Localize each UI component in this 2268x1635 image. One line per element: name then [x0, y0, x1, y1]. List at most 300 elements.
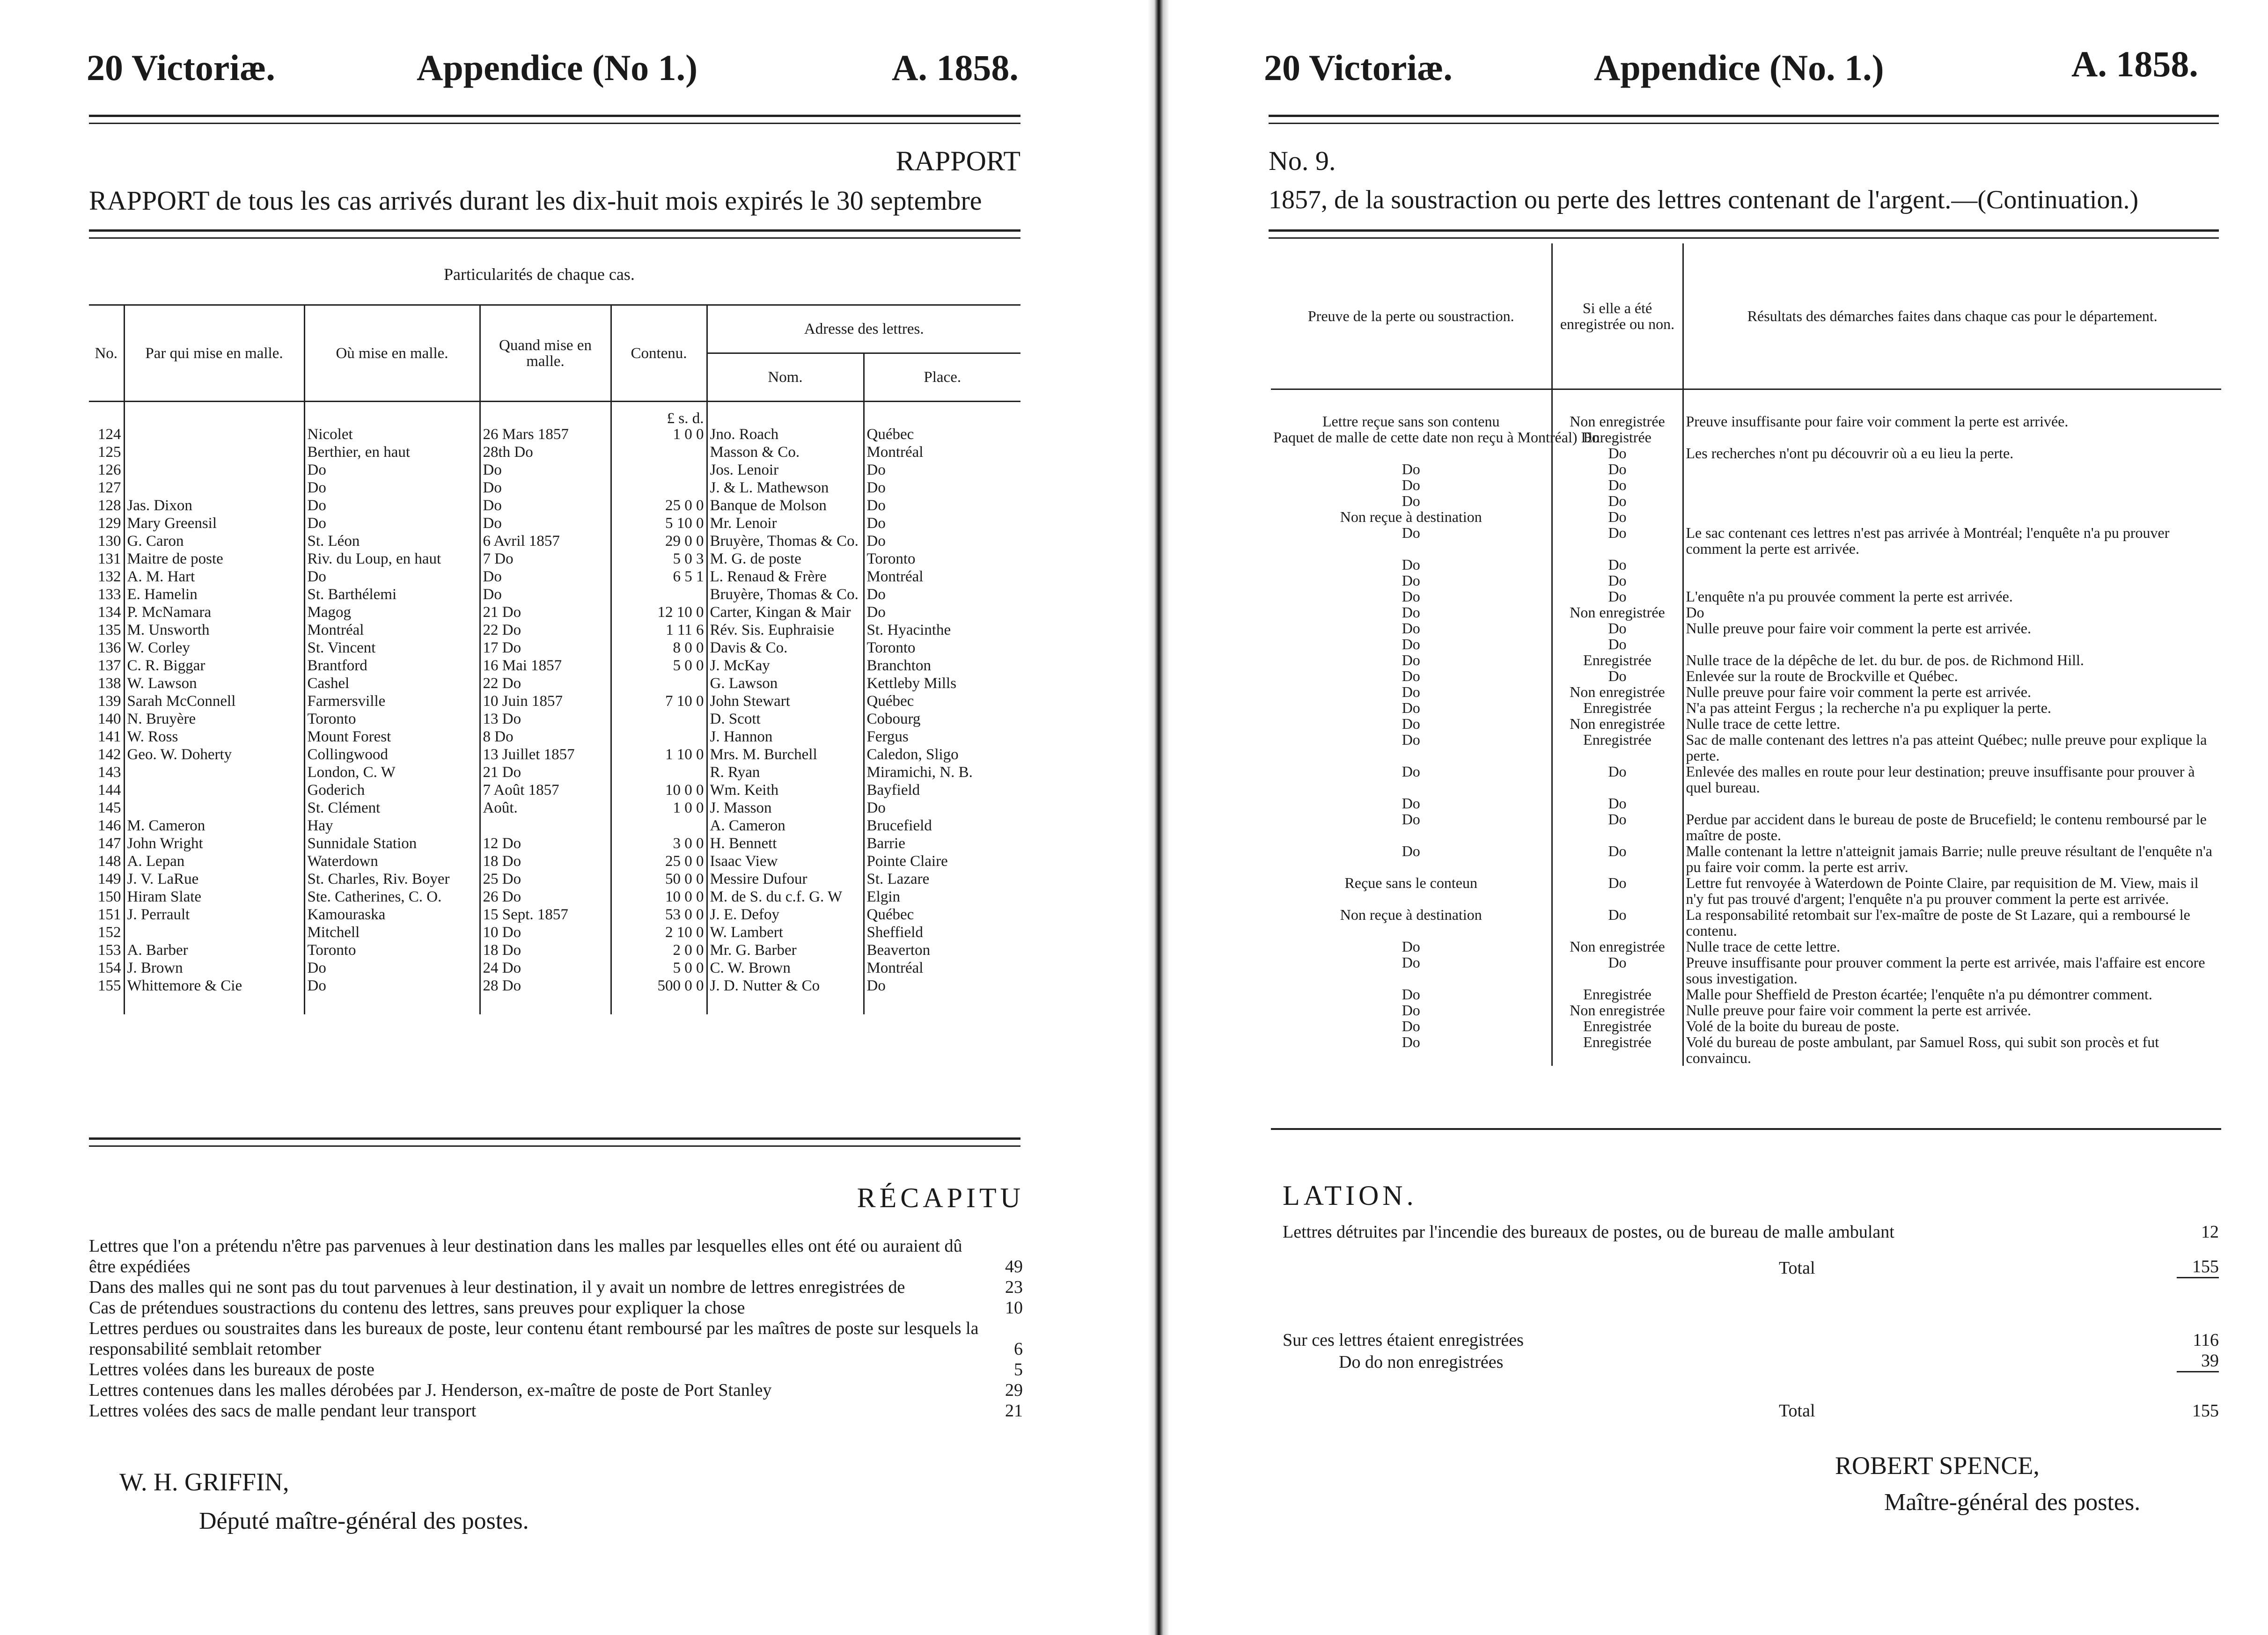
table-row [89, 622, 1020, 640]
cell-nom: C. W. Brown [707, 960, 864, 978]
cell-enreg: Do [1552, 811, 1683, 843]
cell-quand: Do [480, 498, 611, 515]
cell-nom: Banque de Molson [707, 498, 864, 515]
cell-ou: Kamouraska [304, 907, 480, 924]
cell-nom: W. Lambert [707, 924, 864, 942]
cell-res [1683, 636, 2221, 652]
cell-no: 136 [98, 639, 121, 656]
cell-preuve: Lettre reçue sans son contenu [1322, 413, 1500, 430]
col-resultats: Résultats des démarches faites dans chaque cas pour le département. [1683, 243, 2221, 389]
cell-enreg: Non enregistrée [1552, 413, 1683, 429]
cell-quand: 17 Do [480, 640, 611, 658]
cell-enreg: Do [1552, 572, 1683, 588]
cell-place: Do [864, 978, 1020, 996]
cell-ou: St. Charles, Riv. Boyer [304, 871, 480, 889]
cell-res: Nulle preuve pour faire voir comment la perte est arrivée. [1683, 1002, 2221, 1018]
col-place: Place. [864, 353, 1020, 402]
table-row [1271, 413, 2221, 429]
cell-preuve: Do [1402, 1018, 1420, 1034]
cell-ou: Montréal [304, 622, 480, 640]
cell-place: Do [864, 498, 1020, 515]
cell-place: Do [864, 604, 1020, 622]
cell-par: W. Corley [124, 640, 304, 658]
cell-place: Caledon, Sligo [864, 747, 1020, 764]
cell-cont: 53 0 0 [611, 907, 707, 924]
cell-preuve: Do [1402, 938, 1420, 955]
cell-nom: Rév. Sis. Euphraisie [707, 622, 864, 640]
table-row [1271, 636, 2221, 652]
cell-quand: 18 Do [480, 853, 611, 871]
table-row [1271, 843, 2221, 875]
header-left-right: 20 Victoriæ. [1264, 47, 1453, 88]
cell-place: Québec [864, 907, 1020, 924]
cell-cont [611, 462, 707, 480]
cell-cont [611, 480, 707, 498]
cell-enreg: Do [1552, 636, 1683, 652]
table-caption: Particularités de chaque cas. [444, 265, 635, 284]
cell-ou: St. Vincent [304, 640, 480, 658]
recap-value: 49 [1005, 1257, 1023, 1276]
cell-place: Toronto [864, 640, 1020, 658]
cell-preuve: Do [1402, 588, 1420, 605]
col-no: No. [89, 305, 124, 402]
cell-enreg: Non enregistrée [1552, 1002, 1683, 1018]
cell-nom: J. Hannon [707, 729, 864, 747]
cell-place: Montréal [864, 444, 1020, 462]
cell-quand: 26 Mars 1857 [480, 426, 611, 444]
cell-ou: Toronto [304, 942, 480, 960]
cell-preuve: Reçue sans le conteun [1344, 874, 1477, 891]
cell-preuve: Do [1402, 683, 1420, 700]
cell-quand: 21 Do [480, 764, 611, 782]
header-rule [89, 115, 1020, 124]
header-rule-right [1269, 115, 2219, 124]
table-row [89, 569, 1020, 587]
cell-cont: 10 0 0 [611, 889, 707, 907]
cell-quand [480, 818, 611, 836]
report-number: No. 9. [1269, 146, 1336, 176]
cell-preuve: Paquet de malle de cette date non reçu à Montréal) Do [1273, 429, 1600, 446]
table-row [89, 675, 1020, 693]
cell-preuve: Do [1402, 652, 1420, 668]
cell-par: N. Bruyère [124, 711, 304, 729]
table-row [1271, 700, 2221, 716]
cell-par [124, 426, 304, 444]
signature-spence-title: Maître-général des postes. [1884, 1489, 2141, 1516]
cell-quand: 16 Mai 1857 [480, 658, 611, 675]
cell-enreg: Do [1552, 954, 1683, 986]
cell-preuve: Do [1402, 699, 1420, 716]
cell-place: Miramichi, N. B. [864, 764, 1020, 782]
col-adresse: Adresse des lettres. [707, 305, 1020, 353]
title-rule-right [1269, 229, 2219, 239]
cell-nom: Jno. Roach [707, 426, 864, 444]
table-row [89, 515, 1020, 533]
cell-ou: Riv. du Loup, en haut [304, 551, 480, 569]
cell-enreg: Non enregistrée [1552, 684, 1683, 700]
cell-ou: London, C. W [304, 764, 480, 782]
cell-par: J. Brown [124, 960, 304, 978]
recap-value: 5 [1014, 1360, 1023, 1379]
cell-ou: Goderich [304, 782, 480, 800]
cell-par: J. V. LaRue [124, 871, 304, 889]
cell-ou: Waterdown [304, 853, 480, 871]
recap-total-2: Total 155 [1779, 1401, 2219, 1421]
cell-preuve: Do [1402, 667, 1420, 684]
table-row [1271, 493, 2221, 509]
recap-heading: RÉCAPITU [857, 1182, 1024, 1213]
cell-no: 155 [98, 977, 121, 994]
cell-enreg: Do [1552, 557, 1683, 572]
cell-quand: 6 Avril 1857 [480, 533, 611, 551]
recap-value: 23 [1005, 1277, 1023, 1297]
cell-cont: 5 0 0 [611, 960, 707, 978]
table-row [1271, 557, 2221, 572]
table-row [89, 658, 1020, 675]
cell-quand: 10 Juin 1857 [480, 693, 611, 711]
cell-no: 143 [98, 764, 121, 781]
cell-no: 150 [98, 888, 121, 905]
cell-quand: Do [480, 480, 611, 498]
table-row [1271, 604, 2221, 620]
table-bottom-rule [89, 1137, 1020, 1147]
table-row [1271, 652, 2221, 668]
table-row [89, 444, 1020, 462]
cell-par: J. Perrault [124, 907, 304, 924]
cell-res [1683, 493, 2221, 509]
recap-value: 21 [1005, 1401, 1023, 1421]
cell-ou: Do [304, 960, 480, 978]
cell-res: Enlevée sur la route de Brockville et Québec. [1683, 668, 2221, 684]
recap-incendie: Lettres détruites par l'incendie des bureaux de postes, ou de bureau de malle ambulant 12 [1283, 1222, 2219, 1242]
cell-nom: L. Renaud & Frère [707, 569, 864, 587]
cell-ou: St. Clément [304, 800, 480, 818]
cell-res: Preuve insuffisante pour faire voir comment la perte est arrivée. [1683, 413, 2221, 429]
recap-value: 29 [1005, 1380, 1023, 1400]
recap-list-right [1283, 1222, 2219, 1421]
cell-ou: Hay [304, 818, 480, 836]
cell-ou: Toronto [304, 711, 480, 729]
cell-nom: J. McKay [707, 658, 864, 675]
cell-preuve: Non reçue à destination [1340, 508, 1482, 525]
cell-no: 152 [98, 924, 121, 941]
cell-enreg: Do [1552, 588, 1683, 604]
table-row [89, 764, 1020, 782]
table-row [89, 640, 1020, 658]
cell-nom: Jos. Lenoir [707, 462, 864, 480]
cell-ou: Do [304, 498, 480, 515]
table-row [1271, 429, 2221, 445]
cell-quand: 26 Do [480, 889, 611, 907]
recap-value: 6 [1014, 1339, 1023, 1359]
cell-preuve: Do [1402, 556, 1420, 573]
cell-preuve: Do [1402, 954, 1420, 971]
cell-par: John Wright [124, 836, 304, 853]
cell-enreg: Enregistrée [1552, 732, 1683, 763]
cell-quand: Do [480, 515, 611, 533]
cell-place: Branchton [864, 658, 1020, 675]
col-preuve: Preuve de la perte ou soustraction. [1271, 243, 1552, 389]
report-title: RAPPORT de tous les cas arrivés durant les dix-huit mois expirés le 30 septembre [89, 185, 982, 216]
cell-quand: Août. [480, 800, 611, 818]
table-row [1271, 938, 2221, 954]
cell-quand: 7 Août 1857 [480, 782, 611, 800]
cell-nom: Wm. Keith [707, 782, 864, 800]
cell-par: G. Caron [124, 533, 304, 551]
cell-ou: Magog [304, 604, 480, 622]
cell-quand: 13 Juillet 1857 [480, 747, 611, 764]
cell-cont: 7 10 0 [611, 693, 707, 711]
cell-place: Québec [864, 426, 1020, 444]
table-row [89, 978, 1020, 996]
cell-cont: 3 0 0 [611, 836, 707, 853]
cell-enreg: Do [1552, 795, 1683, 811]
table-row [89, 711, 1020, 729]
cell-ou: Farmersville [304, 693, 480, 711]
table-row [1271, 620, 2221, 636]
table-row [89, 587, 1020, 604]
cell-cont: 1 0 0 [611, 426, 707, 444]
cell-no: 144 [98, 782, 121, 799]
cell-no: 140 [98, 711, 121, 727]
cell-res: La responsabilité retombait sur l'ex-maître de poste de St Lazare, qui a remboursé le contenu. [1683, 907, 2221, 938]
cell-ou: Do [304, 462, 480, 480]
cell-res: Nulle preuve pour faire voir comment la perte est arrivée. [1683, 684, 2221, 700]
cell-cont [611, 764, 707, 782]
lsd-label: £ s. d. [611, 402, 707, 427]
cell-no: 132 [98, 568, 121, 585]
cell-ou: Do [304, 480, 480, 498]
cell-par: Whittemore & Cie [124, 978, 304, 996]
cell-preuve [1271, 445, 1552, 461]
header-center-right: Appendice (No. 1.) [1594, 47, 1884, 88]
cell-place: St. Lazare [864, 871, 1020, 889]
cell-nom: Mr. Lenoir [707, 515, 864, 533]
cell-cont [611, 587, 707, 604]
results-table [1271, 243, 2221, 1066]
cell-cont [611, 711, 707, 729]
cell-par: Hiram Slate [124, 889, 304, 907]
cell-enreg: Do [1552, 620, 1683, 636]
recap-label: Lettres contenues dans les malles dérobées par J. Henderson, ex-maître de poste de Port Stanley [89, 1380, 772, 1400]
cell-par [124, 462, 304, 480]
cell-nom: M. G. de poste [707, 551, 864, 569]
table-row [1271, 509, 2221, 525]
table-row [1271, 572, 2221, 588]
cell-ou: Collingwood [304, 747, 480, 764]
cell-res [1683, 461, 2221, 477]
cell-res [1683, 429, 2221, 445]
table-row [1271, 525, 2221, 557]
cell-preuve: Do [1402, 811, 1420, 828]
cell-par: P. McNamara [124, 604, 304, 622]
cell-no: 149 [98, 871, 121, 887]
table-row [89, 853, 1020, 871]
cell-cont: 12 10 0 [611, 604, 707, 622]
table-row [89, 604, 1020, 622]
cell-preuve: Do [1402, 1002, 1420, 1019]
cell-no: 135 [98, 622, 121, 638]
table-row [89, 889, 1020, 907]
cell-par: W. Lawson [124, 675, 304, 693]
table-row [1271, 811, 2221, 843]
cell-cont: 1 10 0 [611, 747, 707, 764]
table-row [89, 480, 1020, 498]
cell-enreg: Do [1552, 843, 1683, 875]
cell-ou: St. Léon [304, 533, 480, 551]
right-page [1170, 0, 2268, 1635]
cell-res: Do [1683, 604, 2221, 620]
cell-ou: Mount Forest [304, 729, 480, 747]
cell-no: 151 [98, 906, 121, 923]
cell-nom: Bruyère, Thomas & Co. [707, 587, 864, 604]
cell-place: Do [864, 515, 1020, 533]
cell-par [124, 444, 304, 462]
rapport-label: RAPPORT [895, 146, 1020, 176]
cell-par: A. Barber [124, 942, 304, 960]
recap-item [89, 1277, 1023, 1298]
table-row [89, 551, 1020, 569]
cell-place: Kettleby Mills [864, 675, 1020, 693]
cell-place: Elgin [864, 889, 1020, 907]
cell-nom: J. & L. Mathewson [707, 480, 864, 498]
cell-res: Malle pour Sheffield de Preston écartée; l'enquête n'a pu démontrer comment. [1683, 986, 2221, 1002]
cell-place: Bayfield [864, 782, 1020, 800]
table-row [1271, 907, 2221, 938]
cell-ou: Mitchell [304, 924, 480, 942]
table-row [1271, 588, 2221, 604]
table-row [1271, 875, 2221, 907]
table-row [89, 747, 1020, 764]
cell-nom: H. Bennett [707, 836, 864, 853]
cell-no: 146 [98, 817, 121, 834]
table-row [89, 800, 1020, 818]
table-row [1271, 763, 2221, 795]
cell-cont: 5 0 0 [611, 658, 707, 675]
cell-place: Barrie [864, 836, 1020, 853]
cases-table [89, 304, 1020, 1014]
cell-cont [611, 729, 707, 747]
page-gutter [1148, 0, 1169, 1635]
recap-label: Lettres que l'on a prétendu n'être pas parvenues à leur destination dans les malles par lesquelles elles ont été ou auraient dû être expédiées [89, 1236, 962, 1276]
table-row [1271, 732, 2221, 763]
cell-enreg: Do [1552, 493, 1683, 509]
cell-par: Geo. W. Doherty [124, 747, 304, 764]
cell-cont: 25 0 0 [611, 498, 707, 515]
cell-preuve: Do [1402, 604, 1420, 621]
cell-preuve: Do [1402, 477, 1420, 493]
cell-preuve: Do [1402, 492, 1420, 509]
cell-cont [611, 444, 707, 462]
cell-par: A. Lepan [124, 853, 304, 871]
table-row [1271, 954, 2221, 986]
cell-res: Perdue par accident dans le bureau de poste de Brucefield; le contenu remboursé par le maître de poste. [1683, 811, 2221, 843]
header-right: A. 1858. [892, 47, 1019, 88]
cell-place: Cobourg [864, 711, 1020, 729]
cell-cont: 5 10 0 [611, 515, 707, 533]
cell-cont: 2 10 0 [611, 924, 707, 942]
cell-res: Malle contenant la lettre n'atteignit jamais Barrie; nulle preuve résultant de l'enquête n'a pu faire voir comm. la perte est arriv. [1683, 843, 2221, 875]
cell-no: 125 [98, 444, 121, 461]
cell-no: 154 [98, 960, 121, 976]
cell-enreg: Do [1552, 477, 1683, 493]
cell-par: C. R. Biggar [124, 658, 304, 675]
cell-nom: J. D. Nutter & Co [707, 978, 864, 996]
cell-ou: St. Barthélemi [304, 587, 480, 604]
cell-cont [611, 818, 707, 836]
col-quand: Quand mise en malle. [480, 305, 611, 402]
cell-ou: Berthier, en haut [304, 444, 480, 462]
cell-nom: Bruyère, Thomas & Co. [707, 533, 864, 551]
cell-cont: 50 0 0 [611, 871, 707, 889]
table-row [89, 836, 1020, 853]
cell-cont: 6 5 1 [611, 569, 707, 587]
cell-preuve: Do [1402, 715, 1420, 732]
cell-cont: 5 0 3 [611, 551, 707, 569]
header-left: 20 Victoriæ. [87, 47, 275, 88]
cell-no: 142 [98, 746, 121, 763]
cell-par: A. M. Hart [124, 569, 304, 587]
table-row [1271, 684, 2221, 700]
cell-cont: 2 0 0 [611, 942, 707, 960]
cell-quand: 8 Do [480, 729, 611, 747]
col-ou: Où mise en malle. [304, 305, 480, 402]
cell-cont: 10 0 0 [611, 782, 707, 800]
cell-res: Enlevée des malles en route pour leur destination; preuve insuffisante pour prouver à quel bureau. [1683, 763, 2221, 795]
cell-quand: 22 Do [480, 622, 611, 640]
cell-place: Do [864, 480, 1020, 498]
cell-par [124, 480, 304, 498]
cell-enreg: Do [1552, 668, 1683, 684]
cell-enreg: Do [1552, 509, 1683, 525]
cell-par: M. Cameron [124, 818, 304, 836]
cell-place: Brucefield [864, 818, 1020, 836]
cell-enreg: Non enregistrée [1552, 604, 1683, 620]
cell-ou: Do [304, 978, 480, 996]
cell-cont: 29 0 0 [611, 533, 707, 551]
cell-quand: Do [480, 569, 611, 587]
cell-preuve: Do [1402, 843, 1420, 859]
cell-quand: 28 Do [480, 978, 611, 996]
cell-nom: J. Masson [707, 800, 864, 818]
table-row [89, 818, 1020, 836]
cell-preuve: Do [1402, 461, 1420, 477]
cell-par [124, 782, 304, 800]
recap-value: 10 [1005, 1298, 1023, 1318]
cell-res: Nulle trace de cette lettre. [1683, 938, 2221, 954]
signature-griffin: W. H. GRIFFIN, [119, 1468, 289, 1496]
cell-place: Sheffield [864, 924, 1020, 942]
cell-preuve: Do [1402, 620, 1420, 637]
col-par-qui: Par qui mise en malle. [124, 305, 304, 402]
table-row [89, 924, 1020, 942]
cell-enreg: Do [1552, 525, 1683, 557]
recap-label: Lettres volées des sacs de malle pendant leur transport [89, 1401, 477, 1421]
cell-par: Sarah McConnell [124, 693, 304, 711]
cell-res: Preuve insuffisante pour prouver comment la perte est arrivée, mais l'affaire est encore sous investigation. [1683, 954, 2221, 986]
cell-no: 141 [98, 728, 121, 745]
cell-place: Do [864, 462, 1020, 480]
table-row [89, 907, 1020, 924]
table-row [1271, 668, 2221, 684]
table-row [1271, 1002, 2221, 1018]
cell-no: 147 [98, 835, 121, 852]
cell-ou: Brantford [304, 658, 480, 675]
cell-quand: 10 Do [480, 924, 611, 942]
recap-item [89, 1318, 1023, 1359]
cell-par: E. Hamelin [124, 587, 304, 604]
cell-no: 129 [98, 515, 121, 532]
